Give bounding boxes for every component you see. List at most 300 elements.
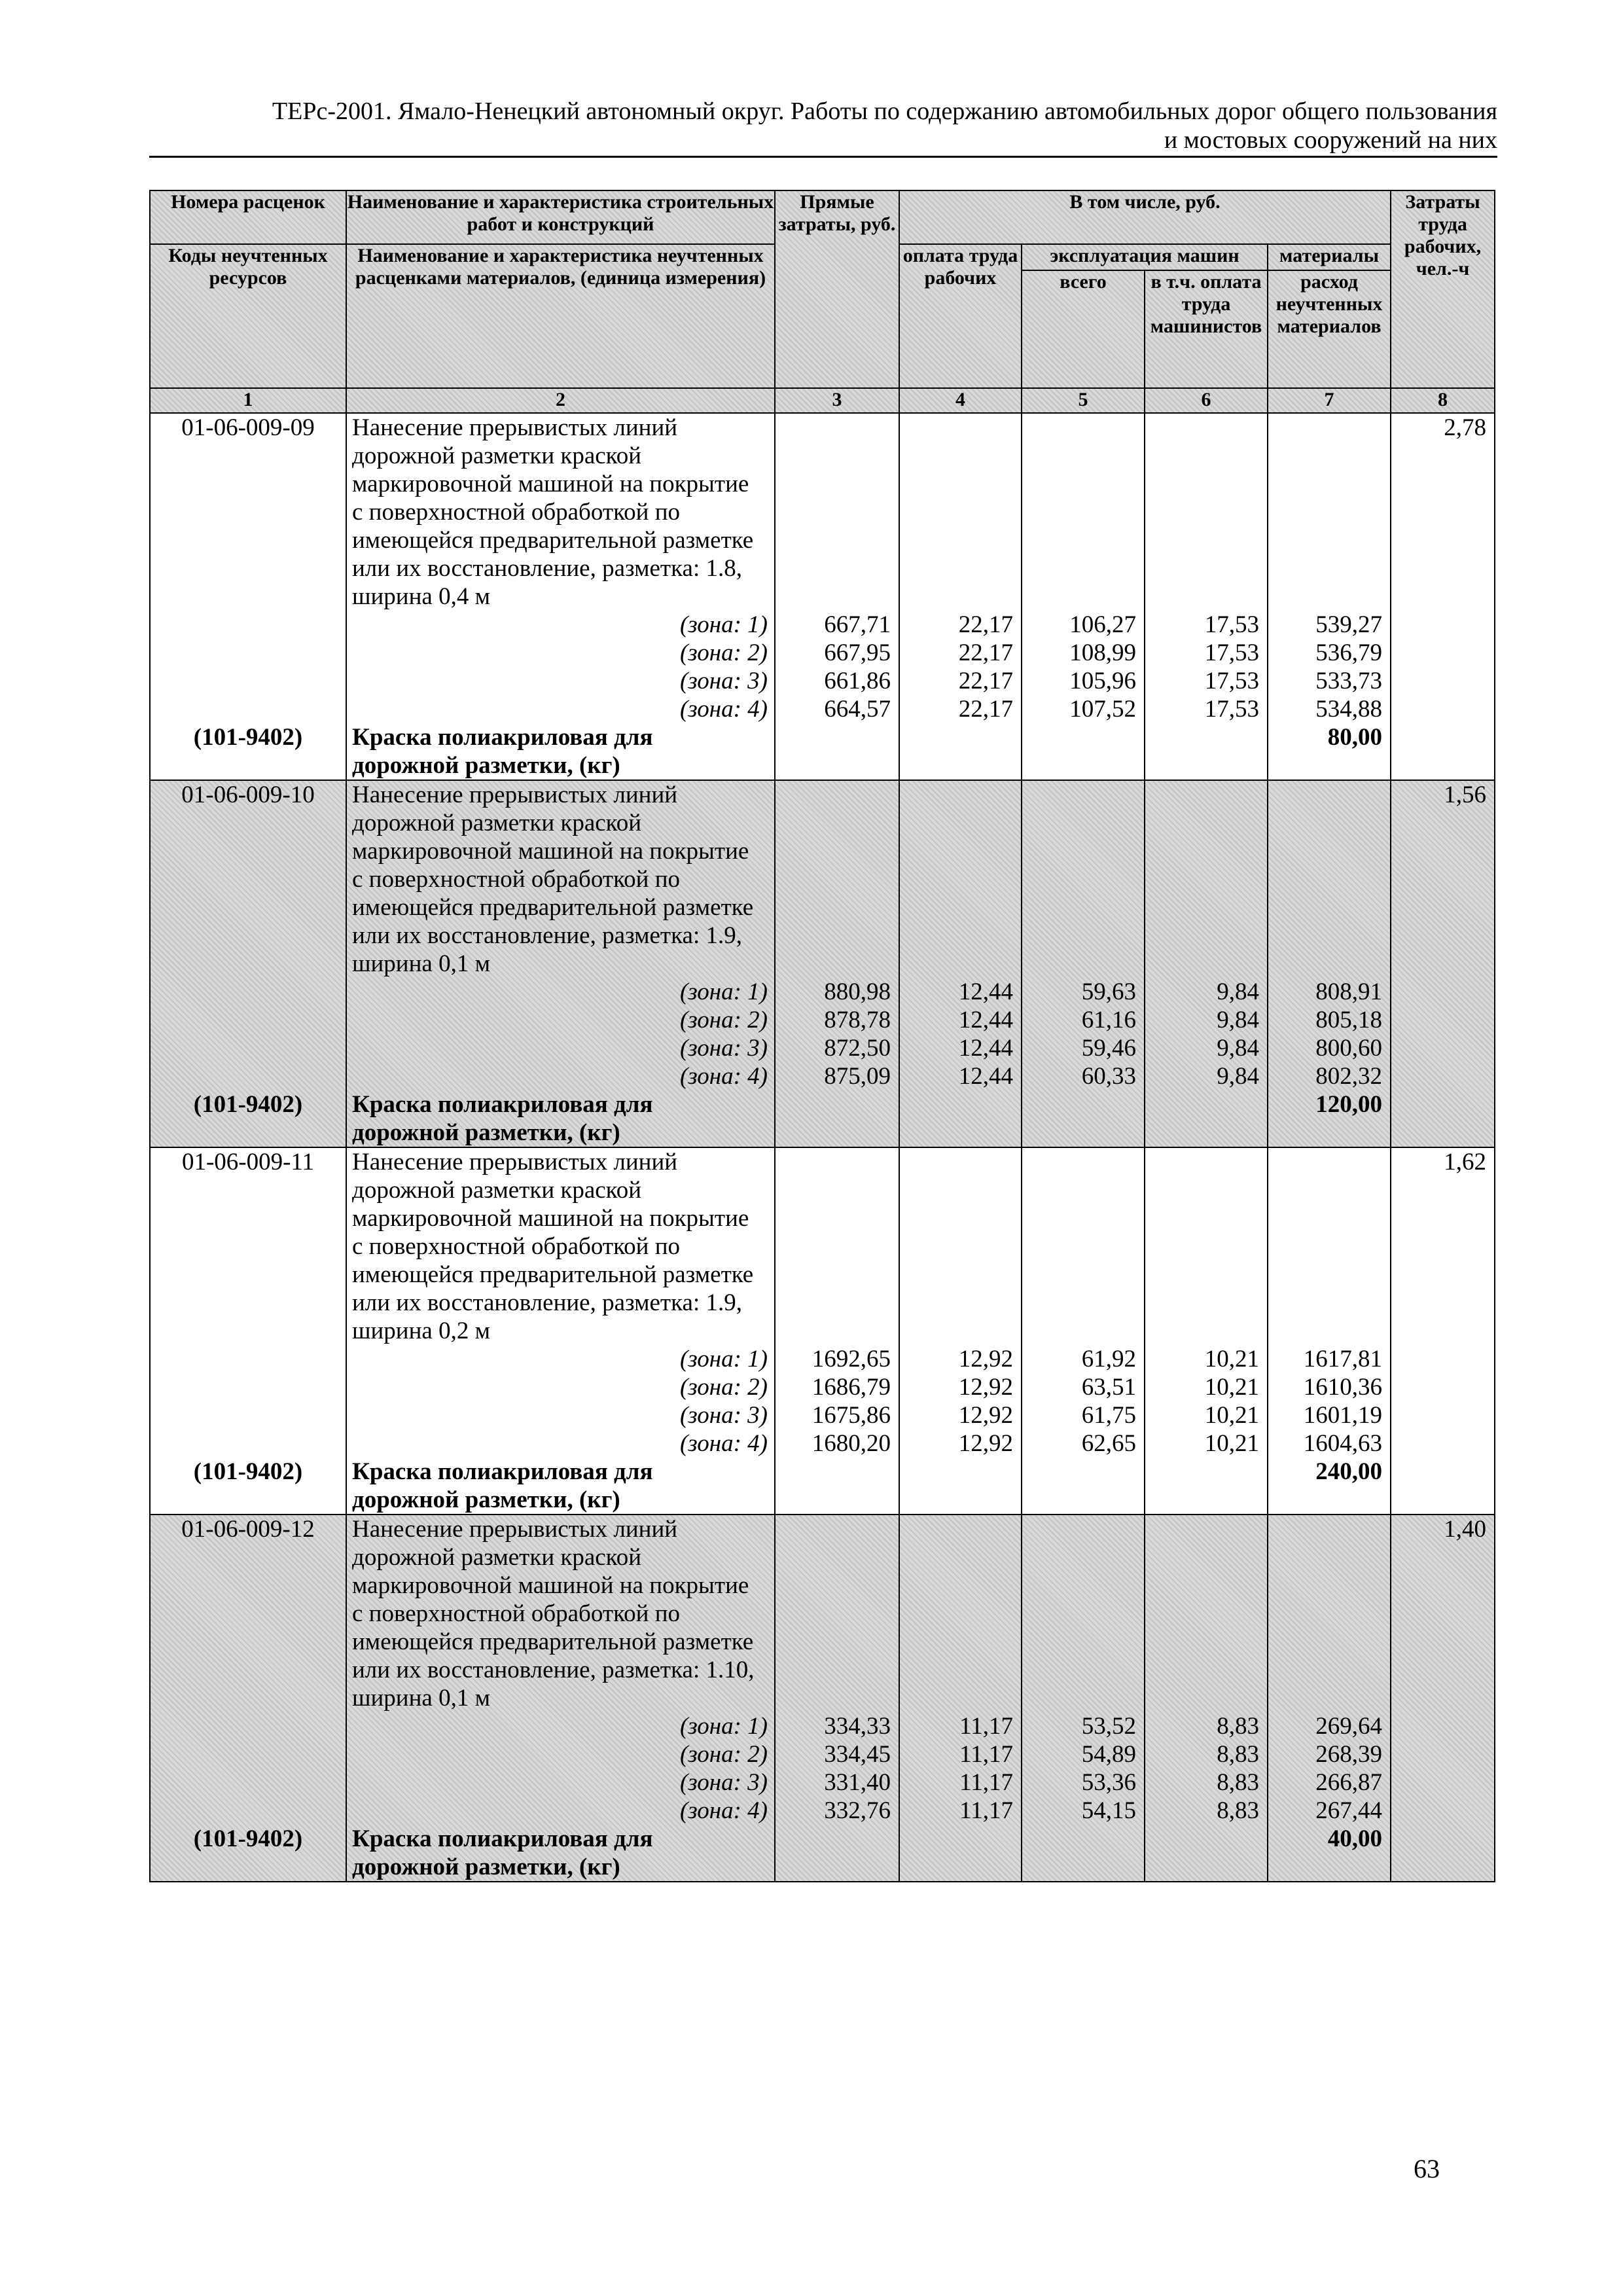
blank-line	[900, 1571, 1021, 1600]
machines-total-cell	[1022, 780, 1145, 1147]
th-including: В том числе, руб.	[899, 190, 1391, 244]
zone-value: 9,84	[1217, 978, 1259, 1005]
blank-line	[1391, 1684, 1494, 1712]
blank-line	[1145, 583, 1267, 611]
zone-value: 22,17	[958, 611, 1013, 638]
blank-line	[776, 1853, 899, 1881]
blank-line	[151, 893, 346, 922]
blank-line	[900, 1656, 1021, 1684]
description-line: или их восстановление, разметка: 1.8,	[352, 555, 742, 582]
blank-line	[1391, 751, 1494, 780]
blank-line	[900, 950, 1021, 978]
blank-line	[1022, 1628, 1144, 1656]
blank-line	[151, 837, 346, 865]
th-num-3: 3	[775, 388, 899, 413]
rates-table	[149, 190, 1495, 1882]
zone-value: 533,73	[1315, 668, 1383, 694]
blank-line	[900, 1317, 1021, 1345]
zone-label: (зона: 3)	[679, 1769, 768, 1796]
blank-line	[151, 667, 346, 695]
blank-line	[1391, 667, 1494, 695]
blank-line	[151, 1034, 346, 1062]
blank-line	[1145, 1656, 1267, 1684]
description-line: Нанесение прерывистых линий	[352, 1516, 678, 1543]
blank-line	[900, 1119, 1021, 1147]
blank-line	[151, 1345, 346, 1373]
blank-line	[776, 809, 899, 837]
zone-value: 11,17	[959, 1797, 1013, 1824]
th-machines: эксплуатация машин	[1022, 244, 1268, 270]
blank-line	[1391, 1768, 1494, 1797]
blank-line	[1268, 583, 1390, 611]
zone-label: (зона: 3)	[679, 1035, 768, 1062]
blank-line	[776, 1090, 899, 1119]
blank-line	[151, 1571, 346, 1600]
blank-line	[900, 1176, 1021, 1204]
zone-value: 800,60	[1315, 1035, 1383, 1062]
blank-line	[1268, 442, 1390, 470]
blank-line	[1268, 1543, 1390, 1571]
blank-line	[1268, 751, 1390, 780]
blank-line	[776, 470, 899, 498]
blank-line	[1145, 1628, 1267, 1656]
description-line: дорожной разметки краской	[352, 442, 642, 469]
zone-value: 11,17	[959, 1769, 1013, 1796]
machines-total-cell	[1022, 1515, 1145, 1882]
zone-value: 878,78	[824, 1007, 891, 1033]
blank-line	[900, 1090, 1021, 1119]
blank-line	[151, 1712, 346, 1740]
blank-line	[776, 1317, 899, 1345]
blank-line	[1145, 1515, 1267, 1543]
description-line: ширина 0,2 м	[352, 1318, 490, 1344]
blank-line	[776, 1232, 899, 1261]
blank-line	[1391, 1797, 1494, 1825]
blank-line	[1268, 470, 1390, 498]
zone-label: (зона: 3)	[679, 1402, 768, 1429]
blank-line	[1391, 978, 1494, 1006]
th-labor: Затраты труда рабочих, чел.-ч	[1391, 190, 1495, 388]
blank-line	[1022, 1204, 1144, 1232]
blank-line	[151, 1429, 346, 1458]
zone-label: (зона: 4)	[679, 1063, 768, 1090]
blank-line	[776, 1486, 899, 1514]
zone-value: 1686,79	[812, 1374, 891, 1401]
rate-code: 01-06-009-09	[181, 414, 315, 441]
blank-line	[1391, 1090, 1494, 1119]
resource-code: (101-9402)	[193, 1091, 303, 1118]
blank-line	[1391, 1825, 1494, 1853]
zone-value: 667,71	[824, 611, 891, 638]
labor-value: 1,40	[1444, 1516, 1487, 1543]
blank-line	[776, 950, 899, 978]
zone-value: 661,86	[824, 668, 891, 694]
page-number: 63	[1414, 2154, 1440, 2183]
zone-label: (зона: 2)	[679, 1374, 768, 1401]
blank-line	[1022, 1825, 1144, 1853]
zone-label: (зона: 3)	[679, 668, 768, 694]
blank-line	[1391, 611, 1494, 639]
resource-amount: 240,00	[1315, 1458, 1383, 1485]
blank-line	[1268, 1261, 1390, 1289]
th-num-5: 5	[1022, 388, 1145, 413]
blank-line	[1391, 1204, 1494, 1232]
blank-line	[1145, 1119, 1267, 1147]
blank-line	[1268, 1486, 1390, 1514]
worker-wage-cell	[899, 413, 1022, 780]
blank-line	[1268, 1571, 1390, 1600]
blank-line	[900, 1684, 1021, 1712]
blank-line	[776, 751, 899, 780]
th-work-name: Наименование и характеристика строительных работ и конструкций	[346, 190, 775, 244]
zone-value: 266,87	[1315, 1769, 1383, 1796]
blank-line	[1268, 837, 1390, 865]
zone-value: 12,44	[958, 1007, 1013, 1033]
zone-value: 536,79	[1315, 639, 1383, 666]
blank-line	[1391, 1119, 1494, 1147]
rate-code-cell	[150, 1515, 346, 1882]
blank-line	[151, 1684, 346, 1712]
blank-line	[900, 1600, 1021, 1628]
blank-line	[1022, 865, 1144, 893]
blank-line	[900, 1261, 1021, 1289]
blank-line	[1022, 1571, 1144, 1600]
blank-line	[1268, 922, 1390, 950]
blank-line	[151, 809, 346, 837]
blank-line	[776, 1628, 899, 1656]
description-line: маркировочной машиной на покрытие	[352, 1572, 749, 1599]
blank-line	[1391, 1571, 1494, 1600]
blank-line	[1391, 1628, 1494, 1656]
machinist-wage-cell	[1145, 780, 1268, 1147]
materials-cell	[1268, 1147, 1391, 1515]
blank-line	[1268, 1600, 1390, 1628]
zone-label: (зона: 2)	[679, 639, 768, 666]
blank-line	[1022, 1600, 1144, 1628]
description-line: ширина 0,1 м	[352, 1685, 490, 1712]
zone-label: (зона: 4)	[679, 696, 768, 723]
description-line: с поверхностной обработкой по	[352, 1233, 681, 1260]
description-line: или их восстановление, разметка: 1.9,	[352, 1289, 742, 1316]
description-line: дорожной разметки краской	[352, 1544, 642, 1571]
blank-line	[1022, 1289, 1144, 1317]
zone-value: 63,51	[1081, 1374, 1136, 1401]
blank-line	[776, 1684, 899, 1712]
resource-code: (101-9402)	[193, 724, 303, 751]
zone-value: 22,17	[958, 639, 1013, 666]
labor-cell	[1391, 413, 1495, 780]
blank-line	[1022, 1232, 1144, 1261]
blank-line	[1391, 1600, 1494, 1628]
blank-line	[1268, 1289, 1390, 1317]
resource-code: (101-9402)	[193, 1825, 303, 1852]
blank-line	[1145, 1486, 1267, 1514]
blank-line	[1145, 809, 1267, 837]
zone-value: 802,32	[1315, 1063, 1383, 1090]
blank-line	[1391, 723, 1494, 751]
blank-line	[1145, 781, 1267, 809]
zone-value: 808,91	[1315, 978, 1383, 1005]
rate-code: 01-06-009-10	[181, 781, 315, 808]
zone-value: 805,18	[1315, 1007, 1383, 1033]
blank-line	[151, 978, 346, 1006]
description-line: дорожной разметки краской	[352, 1177, 642, 1204]
resource-name-line: Краска полиакриловая для	[352, 1458, 653, 1485]
zone-value: 17,53	[1204, 611, 1259, 638]
blank-line	[151, 1656, 346, 1684]
blank-line	[776, 554, 899, 583]
th-material-consumption: расход неучтенных материалов	[1268, 270, 1391, 388]
zone-value: 22,17	[958, 668, 1013, 694]
zone-value: 60,33	[1081, 1063, 1136, 1090]
labor-value: 2,78	[1444, 414, 1487, 441]
blank-line	[1022, 414, 1144, 442]
description-cell	[346, 1147, 775, 1515]
blank-line	[776, 414, 899, 442]
zone-value: 108,99	[1069, 639, 1136, 666]
blank-line	[1022, 470, 1144, 498]
labor-cell	[1391, 1515, 1495, 1882]
blank-line	[151, 498, 346, 526]
blank-line	[1391, 526, 1494, 554]
rate-code-cell	[150, 1147, 346, 1515]
resource-code: (101-9402)	[193, 1458, 303, 1485]
description-line: дорожной разметки краской	[352, 810, 642, 836]
zone-value: 12,92	[958, 1374, 1013, 1401]
blank-line	[151, 639, 346, 667]
zone-value: 1692,65	[812, 1346, 891, 1372]
blank-line	[1022, 1119, 1144, 1147]
blank-line	[151, 1628, 346, 1656]
resource-amount: 80,00	[1327, 724, 1383, 751]
rate-code-cell	[150, 780, 346, 1147]
blank-line	[1022, 1261, 1144, 1289]
blank-line	[1145, 1543, 1267, 1571]
description-line: с поверхностной обработкой по	[352, 866, 681, 893]
blank-line	[1391, 809, 1494, 837]
blank-line	[151, 583, 346, 611]
description-line: ширина 0,1 м	[352, 950, 490, 977]
th-num-7: 7	[1268, 388, 1391, 413]
materials-cell	[1268, 413, 1391, 780]
blank-line	[900, 1148, 1021, 1176]
zone-value: 268,39	[1315, 1741, 1383, 1768]
blank-line	[1145, 1232, 1267, 1261]
blank-line	[1268, 809, 1390, 837]
blank-line	[1391, 865, 1494, 893]
blank-line	[900, 1543, 1021, 1571]
blank-line	[1145, 1825, 1267, 1853]
blank-line	[776, 583, 899, 611]
blank-line	[1268, 865, 1390, 893]
blank-line	[1145, 470, 1267, 498]
blank-line	[1391, 1345, 1494, 1373]
blank-line	[151, 1176, 346, 1204]
blank-line	[151, 695, 346, 723]
description-line: имеющейся предварительной разметке	[352, 1261, 754, 1288]
blank-line	[900, 1853, 1021, 1881]
blank-line	[1145, 1458, 1267, 1486]
description-line: имеющейся предварительной разметке	[352, 527, 754, 554]
blank-line	[1268, 1119, 1390, 1147]
blank-line	[1391, 950, 1494, 978]
zone-value: 12,44	[958, 978, 1013, 1005]
blank-line	[1391, 583, 1494, 611]
blank-line	[1022, 554, 1144, 583]
materials-cell	[1268, 1515, 1391, 1882]
description-line: маркировочной машиной на покрытие	[352, 471, 749, 497]
resource-name-line: Краска полиакриловая для	[352, 724, 653, 751]
blank-line	[151, 1006, 346, 1034]
zone-value: 54,15	[1081, 1797, 1136, 1824]
blank-line	[900, 1289, 1021, 1317]
th-num-2: 2	[346, 388, 775, 413]
blank-line	[1145, 1176, 1267, 1204]
blank-line	[900, 809, 1021, 837]
blank-line	[1391, 1543, 1494, 1571]
blank-line	[1391, 1458, 1494, 1486]
blank-line	[151, 1289, 346, 1317]
blank-line	[151, 1797, 346, 1825]
th-machines-total: всего	[1022, 270, 1145, 388]
blank-line	[1391, 893, 1494, 922]
blank-line	[776, 1543, 899, 1571]
blank-line	[1391, 1486, 1494, 1514]
blank-line	[1022, 1148, 1144, 1176]
blank-line	[1145, 893, 1267, 922]
blank-line	[1268, 950, 1390, 978]
worker-wage-cell	[899, 1515, 1022, 1882]
blank-line	[1391, 442, 1494, 470]
zone-value: 1604,63	[1303, 1430, 1383, 1457]
direct-cost-cell	[775, 1515, 899, 1882]
description-line: Нанесение прерывистых линий	[352, 781, 678, 808]
blank-line	[151, 1119, 346, 1147]
blank-line	[151, 1768, 346, 1797]
blank-line	[776, 1204, 899, 1232]
blank-line	[151, 1261, 346, 1289]
th-worker-wage: оплата труда рабочих	[899, 244, 1022, 388]
table-row	[150, 1147, 1495, 1515]
blank-line	[1391, 1006, 1494, 1034]
machines-total-cell	[1022, 1147, 1145, 1515]
blank-line	[1145, 442, 1267, 470]
resource-name-line: Краска полиакриловая для	[352, 1825, 653, 1852]
blank-line	[151, 1740, 346, 1768]
labor-cell	[1391, 1147, 1495, 1515]
blank-line	[900, 583, 1021, 611]
blank-line	[1391, 554, 1494, 583]
blank-line	[1391, 1853, 1494, 1881]
blank-line	[151, 470, 346, 498]
direct-cost-cell	[775, 413, 899, 780]
zone-value: 10,21	[1204, 1346, 1259, 1372]
zone-value: 880,98	[824, 978, 891, 1005]
description-cell	[346, 1515, 775, 1882]
materials-cell	[1268, 780, 1391, 1147]
blank-line	[1391, 1429, 1494, 1458]
description-cell	[346, 780, 775, 1147]
blank-line	[776, 837, 899, 865]
blank-line	[900, 554, 1021, 583]
zone-value: 107,52	[1069, 696, 1136, 723]
zone-value: 667,95	[824, 639, 891, 666]
rate-code-cell	[150, 413, 346, 780]
zone-value: 8,83	[1217, 1713, 1259, 1740]
blank-line	[151, 922, 346, 950]
blank-line	[1145, 1204, 1267, 1232]
machines-total-cell	[1022, 413, 1145, 780]
labor-value: 1,56	[1444, 781, 1487, 808]
blank-line	[900, 470, 1021, 498]
blank-line	[151, 865, 346, 893]
blank-line	[151, 1853, 346, 1881]
zone-value: 334,33	[824, 1713, 891, 1740]
rate-code: 01-06-009-12	[181, 1516, 315, 1543]
blank-line	[1022, 583, 1144, 611]
blank-line	[1145, 950, 1267, 978]
blank-line	[1391, 498, 1494, 526]
blank-line	[151, 1543, 346, 1571]
blank-line	[900, 865, 1021, 893]
machinist-wage-cell	[1145, 413, 1268, 780]
blank-line	[1391, 695, 1494, 723]
blank-line	[1022, 1515, 1144, 1543]
blank-line	[900, 751, 1021, 780]
th-material-name: Наименование и характеристика неучтенных расценками материалов, (единица измерения)	[346, 244, 775, 388]
blank-line	[900, 922, 1021, 950]
table-row	[150, 780, 1495, 1147]
description-line: или их восстановление, разметка: 1.10,	[352, 1657, 755, 1683]
blank-line	[900, 1204, 1021, 1232]
blank-line	[1145, 1148, 1267, 1176]
blank-line	[1145, 865, 1267, 893]
blank-line	[151, 526, 346, 554]
zone-value: 11,17	[959, 1713, 1013, 1740]
blank-line	[1022, 893, 1144, 922]
table-row	[150, 1515, 1495, 1882]
blank-line	[1268, 1204, 1390, 1232]
blank-line	[1391, 837, 1494, 865]
blank-line	[151, 1317, 346, 1345]
blank-line	[1022, 922, 1144, 950]
blank-line	[1022, 526, 1144, 554]
blank-line	[900, 837, 1021, 865]
description-line: маркировочной машиной на покрытие	[352, 1205, 749, 1232]
th-num-4: 4	[899, 388, 1022, 413]
zone-value: 53,52	[1081, 1713, 1136, 1740]
description-line: имеющейся предварительной разметке	[352, 1628, 754, 1655]
resource-amount: 40,00	[1327, 1825, 1383, 1852]
zone-label: (зона: 2)	[679, 1007, 768, 1033]
blank-line	[1268, 781, 1390, 809]
description-line: Нанесение прерывистых линий	[352, 1149, 678, 1175]
description-line: ширина 0,4 м	[352, 583, 490, 610]
zone-value: 334,45	[824, 1741, 891, 1768]
blank-line	[1268, 1853, 1390, 1881]
blank-line	[1145, 1684, 1267, 1712]
resource-name-line: дорожной разметки, (кг)	[352, 1119, 620, 1146]
zone-value: 62,65	[1081, 1430, 1136, 1457]
blank-line	[1145, 526, 1267, 554]
page-header	[149, 97, 1497, 158]
blank-line	[900, 893, 1021, 922]
machinist-wage-cell	[1145, 1515, 1268, 1882]
th-resource-codes: Коды неучтенных ресурсов	[150, 244, 346, 388]
blank-line	[1022, 1458, 1144, 1486]
zone-value: 534,88	[1315, 696, 1383, 723]
blank-line	[1391, 1062, 1494, 1090]
